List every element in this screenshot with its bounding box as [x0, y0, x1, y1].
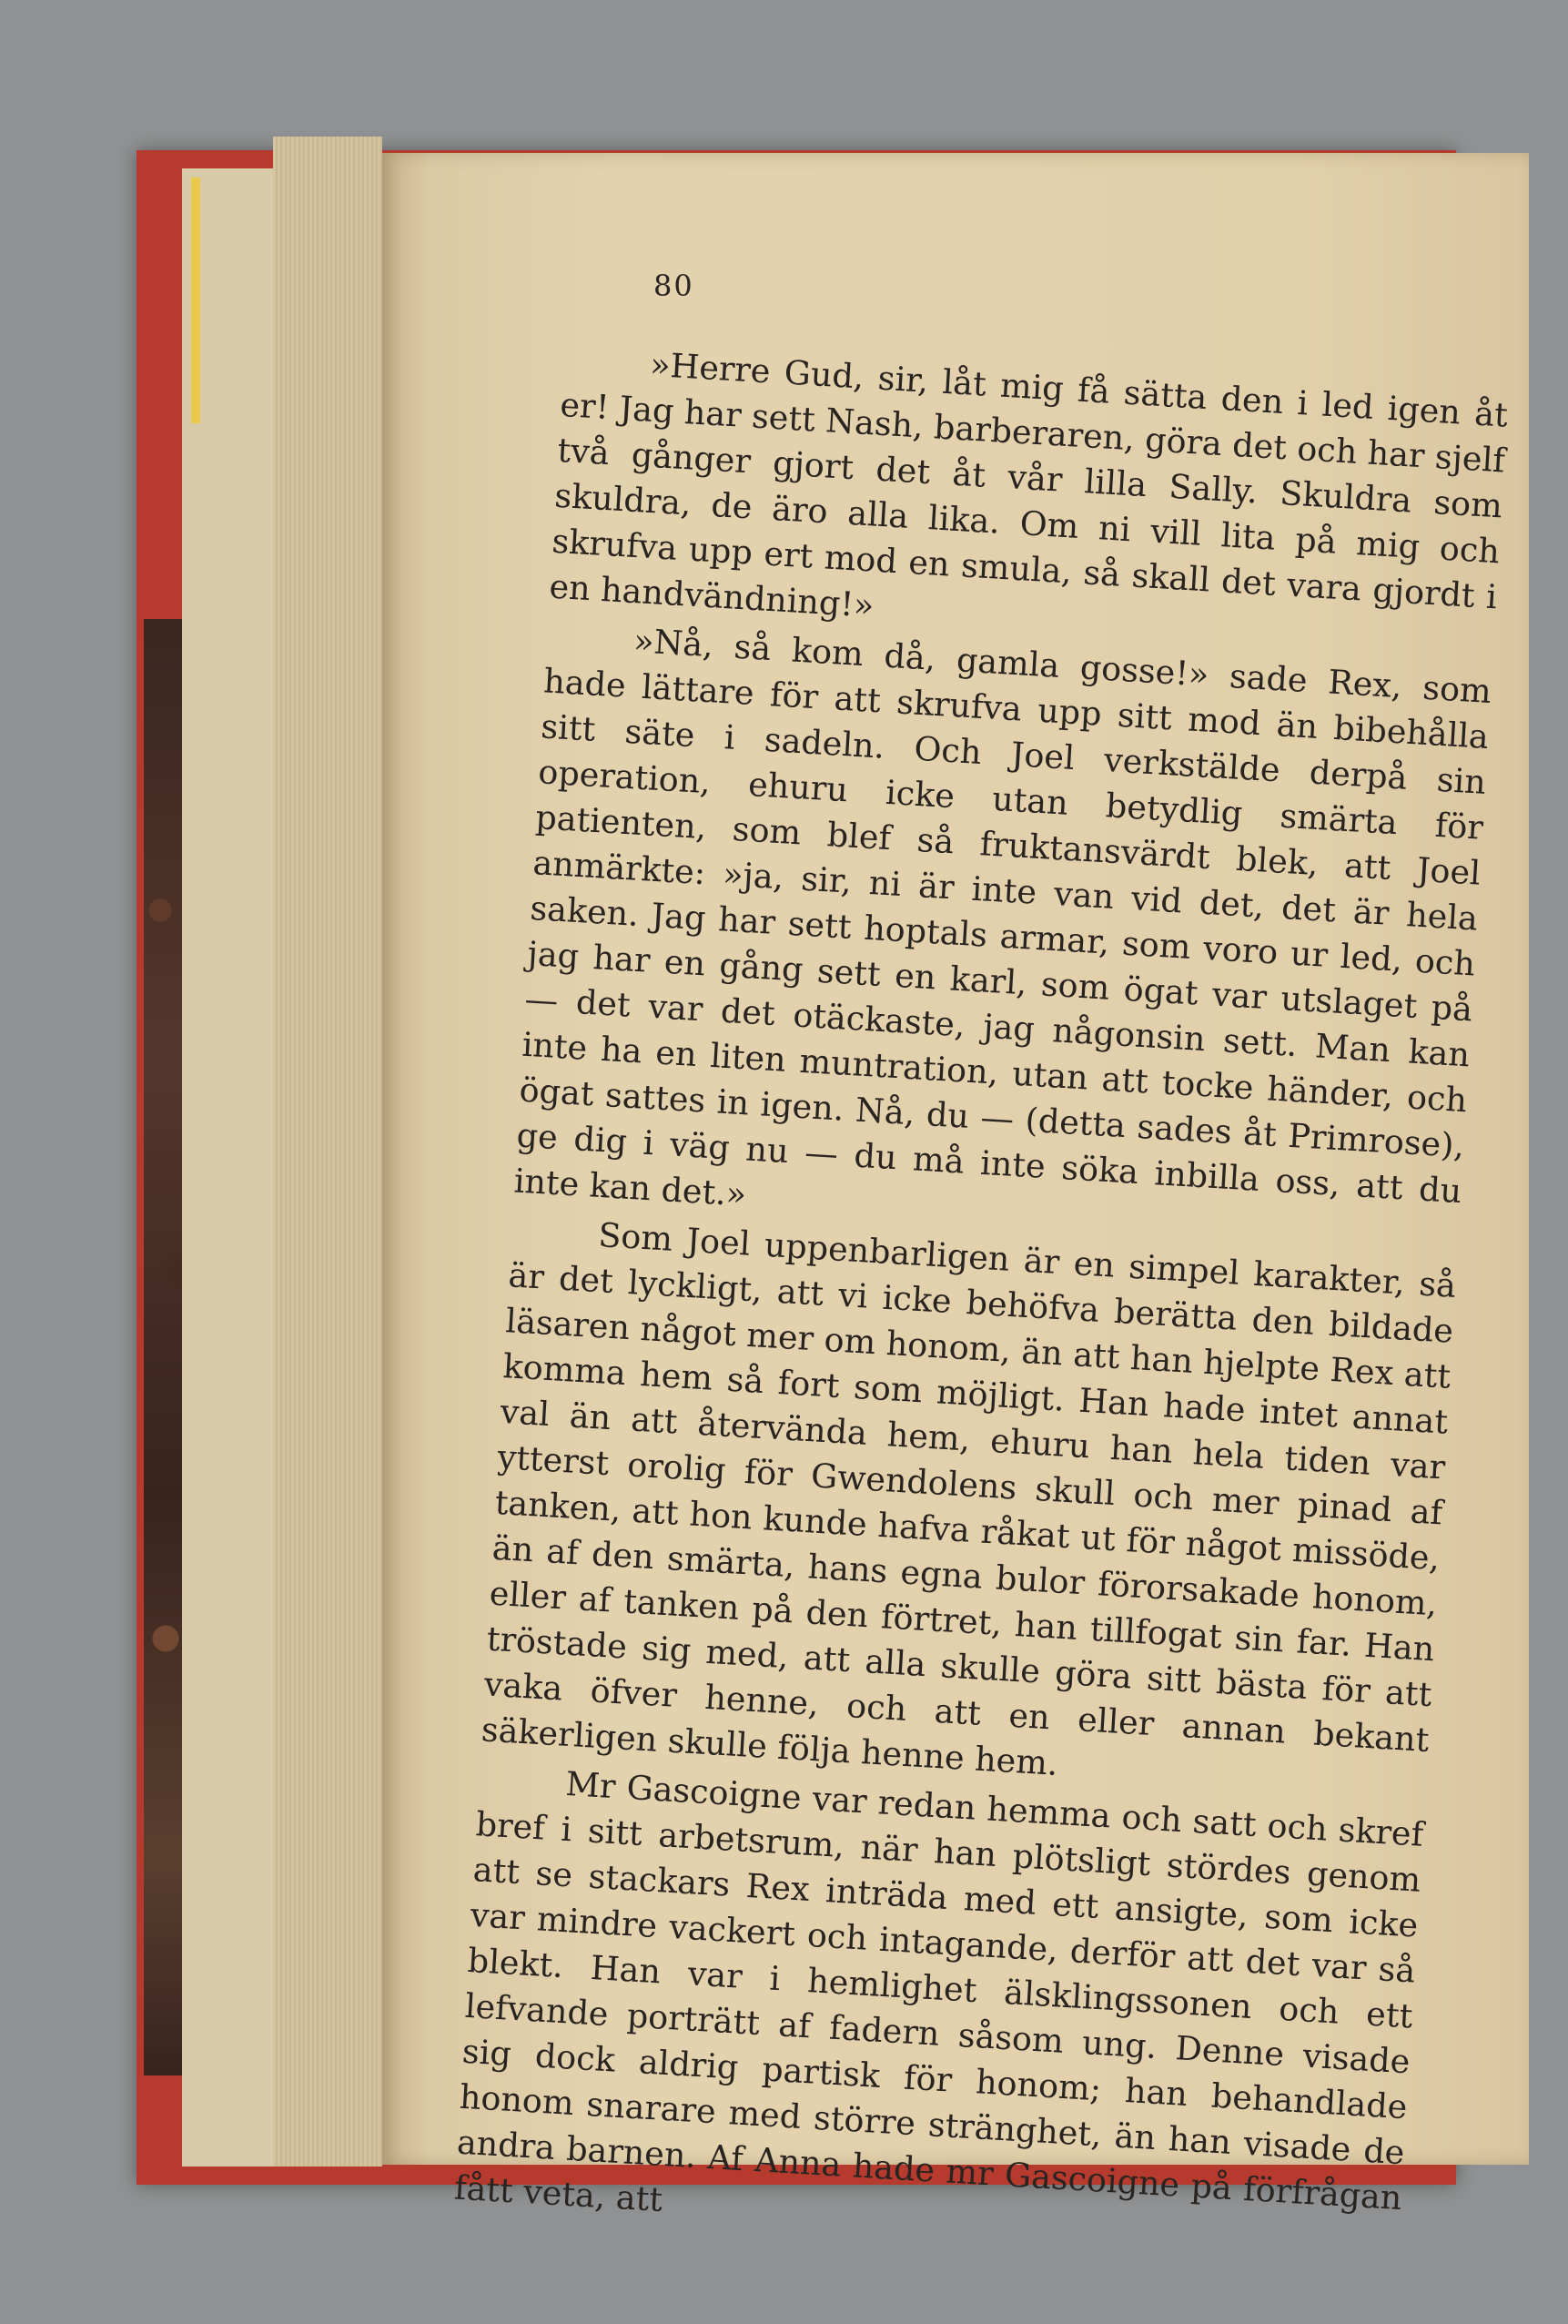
paragraph: Som Joel uppenbarligen är en simpel karakter, så är det lyckligt, att vi icke behöfva berätta den bildade läsaren något mer om honom, än att han hjelpte Rex att komma hem så fort som möjligt. Han hade intet annat val än att återvända hem, ehuru han hela tiden var ytterst orolig för Gwendolens skull och mer pinad af tanken, att hon kunde hafva råkat ut för något missöde, än af den smärta, hans egna bulor förorsakade honom, eller af tanken på den förtret, han tillfogat sin far. Han tröstade sig med, att alla skulle göra sitt bästa för att vaka öfver henne, och att en eller annan bekant säkerligen skulle följa henne hem. — [480, 1215, 1458, 1783]
page-stack — [273, 137, 382, 2167]
paragraph: »Nå, så kom då, gamla gosse!» sade Rex, som hade lättare för att skrufva upp sitt mod än bibehålla sitt säte i sadeln. Och Joel verkstälde derpå sin operation, ehuru icke utan betydlig smärta för patienten, som blef så fruktansvärdt blek, att Joel anmärkte: »ja, sir, ni är inte van vid det, det är hela saken. Jag har sett hoptals armar, som voro ur led, och jag har en gång sett en karl, som ögat var utslaget på — det var det otäckaste, jag någonsin sett. Man kan inte ha en liten muntration, utan att tocke händer, och ögat sattes in igen. Nå, du — (detta sades åt Primrose), ge dig i väg nu — du må inte söka inbilla oss, att du inte kan det.» — [512, 621, 1492, 1214]
paragraph: Mr Gascoigne var redan hemma och satt och skref bref i sitt arbetsrum, när han plötsligt stördes genom att se stackars Rex inträda med ett ansigte, som icke var mindre vackert och intagande, derför att det var så blekt. Han var i hemlighet älsklingssonen och ett lefvande porträtt af fadern såsom ung. Denne visade sig dock aldrig partisk för honom; han behandlade honom snarare med större stränghet, än han visade de andra barnen. Af Anna hade mr Gascoigne på förfrågan fått veta, att — [452, 1763, 1425, 2219]
page-number: 80 — [653, 269, 694, 303]
page-text — [452, 337, 1510, 2219]
yellow-ribbon-edge — [191, 178, 200, 423]
paragraph: »Herre Gud, sir, låt mig få sätta den i led igen åt er! Jag har sett Nash, barberaren, göra det och har sjelf två gånger gjort det åt vår lilla Sally. Skuldra som skuldra, de äro alla lika. Om ni vill lita på mig och skrufva upp ert mod en smula, så skall det vara gjordt i en handvändning!» — [548, 344, 1509, 625]
